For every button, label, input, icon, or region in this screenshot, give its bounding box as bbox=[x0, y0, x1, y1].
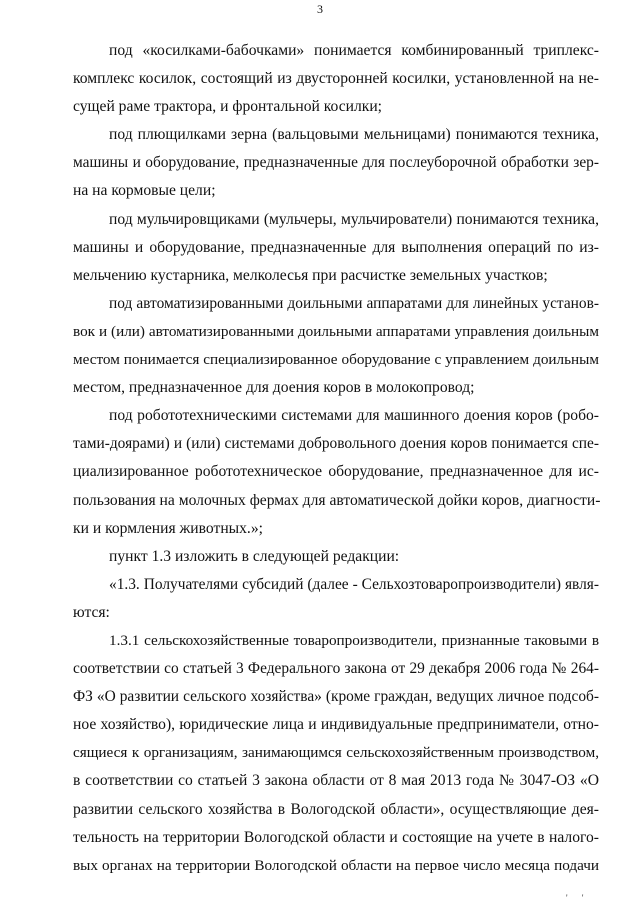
text-line: комплекс косилок, состоящий из двусторонней косилки, установленной на не- bbox=[73, 70, 599, 88]
page-number: 3 bbox=[317, 2, 323, 16]
paragraph-plyushchilki bbox=[73, 121, 599, 205]
text-line: ются: bbox=[73, 603, 110, 621]
text-line: под плющилками зерна (вальцовыми мельницами) понимаются техника, bbox=[109, 126, 599, 144]
text-line: циализированное робототехническое оборудование, предназначенное для ис- bbox=[73, 463, 599, 481]
paragraph-mulchirovshchiki bbox=[73, 206, 599, 290]
text-line: местом, предназначенное для доения коров в молокопровод; bbox=[73, 379, 475, 397]
text-line: ФЗ «О развитии сельского хозяйства» (кроме граждан, ведущих личное подсоб- bbox=[73, 688, 599, 706]
text-line: ки и кормления животных.»; bbox=[73, 519, 263, 537]
paragraph-punkt-1-3 bbox=[73, 543, 599, 571]
text-line: тами-доярами) и (или) системами добровольного доения коров понимается спе- bbox=[73, 435, 599, 453]
text-line: пользования на молочных фермах для автоматической дойки коров, диагности- bbox=[73, 491, 601, 509]
text-line: под «косилками-бабочками» понимается комбинированный триплекс- bbox=[109, 42, 599, 59]
text-line: в соответствии со статьей 3 закона области от 8 мая 2013 года № 3047-ОЗ «О bbox=[73, 772, 599, 790]
scan-artifact-mark: ' ' bbox=[566, 893, 590, 903]
text-line: машины и оборудование, предназначенные для выполнения операций по из- bbox=[73, 238, 599, 256]
paragraph-1-3-1 bbox=[73, 627, 599, 880]
text-line: 1.3.1 сельскохозяйственные товаропроизводители, признанные таковыми в bbox=[109, 631, 599, 649]
text-line: ное хозяйство), юридические лица и индивидуальные предприниматели, отно- bbox=[73, 716, 599, 734]
document-body bbox=[73, 37, 599, 880]
text-line: тельность на территории Вологодской области и состоящие на учете в налого- bbox=[73, 828, 599, 846]
text-line: пункт 1.3 изложить в следующей редакции: bbox=[109, 547, 400, 565]
text-line: сящиеся к организациям, занимающимся сельскохозяйственным производством, bbox=[73, 744, 599, 762]
text-line: вок и (или) автоматизированными доильными аппаратами управления доильным bbox=[73, 322, 599, 340]
text-line: на на кормовые цели; bbox=[73, 182, 216, 200]
text-line: вых органах на территории Вологодской области на первое число месяца подачи bbox=[73, 856, 599, 874]
text-line: машины и оборудование, предназначенные для послеуборочной обработки зер- bbox=[73, 154, 599, 172]
text-line: развитии сельского хозяйства в Вологодской области», осуществляющие дея- bbox=[73, 800, 599, 818]
paragraph-robototekhnicheskie-sistemy bbox=[73, 402, 599, 542]
paragraph-kosilki-babochki bbox=[73, 37, 599, 121]
text-line: под автоматизированными доильными аппаратами для линейных установ- bbox=[109, 294, 599, 312]
paragraph-poluchateli-subsidiy bbox=[73, 571, 599, 627]
text-line: соответствии со статьей 3 Федерального закона от 29 декабря 2006 года № 264- bbox=[73, 660, 599, 678]
text-line: сущей раме трактора, и фронтальной косилки; bbox=[73, 98, 383, 116]
text-line: местом понимается специализированное оборудование с управлением доильным bbox=[73, 351, 599, 369]
text-line: под робототехническими системами для машинного доения коров (робо- bbox=[109, 407, 599, 425]
text-line: мельчению кустарника, мелколесья при расчистке земельных участков; bbox=[73, 266, 548, 284]
text-line: под мульчировщиками (мульчеры, мульчирователи) понимаются техника, bbox=[109, 210, 599, 228]
paragraph-doilnye-apparaty bbox=[73, 290, 599, 402]
text-line: «1.3. Получателями субсидий (далее - Сельхозтоваропроизводители) явля- bbox=[109, 575, 599, 593]
